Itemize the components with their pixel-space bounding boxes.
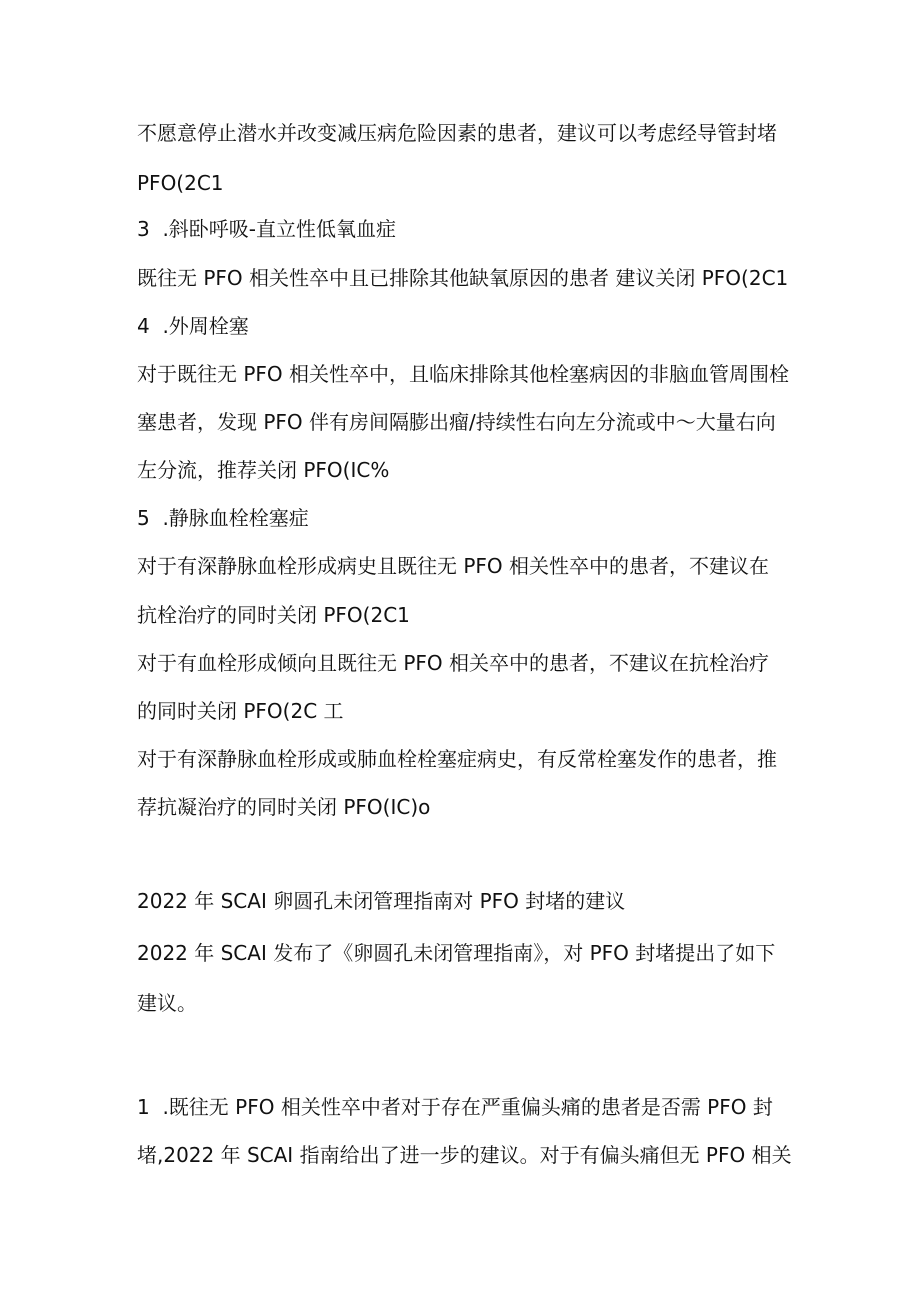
text-line: 对于有深静脉血栓形成或肺血栓栓塞症病史，有反常栓塞发作的患者，推 xyxy=(137,747,777,771)
text-line: 对于既往无 PFO 相关性卒中，且临床排除其他栓塞病因的非脑血管周围栓 xyxy=(137,362,790,386)
text-line: PFO(2C1 xyxy=(137,171,224,195)
text-line: 抗栓治疗的同时关闭 PFO(2C1 xyxy=(137,603,410,627)
text-line: 既往无 PFO 相关性卒中且已排除其他缺氧原因的患者 建议关闭 PFO(2C1 xyxy=(137,266,789,290)
section-heading: 5 .静脉血栓栓塞症 xyxy=(137,506,309,530)
text-line: 不愿意停止潜水并改变减压病危险因素的患者，建议可以考虑经导管封堵 xyxy=(137,121,777,145)
text-line: 左分流，推荐关闭 PFO(IC% xyxy=(137,458,390,482)
text-line: 塞患者，发现 PFO 伴有房间隔膨出瘤/持续性右向左分流或中〜大量右向 xyxy=(137,410,776,434)
section-title: 2022 年 SCAI 卵圆孔未闭管理指南对 PFO 封堵的建议 xyxy=(137,889,626,913)
section-heading: 4 .外周栓塞 xyxy=(137,314,249,338)
text-line: 的同时关闭 PFO(2C 工 xyxy=(137,699,344,723)
text-line: 对于有深静脉血栓形成病史且既往无 PFO 相关性卒中的患者，不建议在 xyxy=(137,554,770,578)
text-line: 荐抗凝治疗的同时关闭 PFO(IC)o xyxy=(137,795,431,819)
text-line: 堵,2022 年 SCAI 指南给出了进一步的建议。对于有偏头痛但无 PFO 相关 xyxy=(137,1143,792,1167)
text-line: 2022 年 SCAI 发布了《卵圆孔未闭管理指南》，对 PFO 封堵提出了如下 xyxy=(137,941,776,965)
section-heading: 3 .斜卧呼吸-直立性低氧血症 xyxy=(137,217,397,241)
text-line: 建议。 xyxy=(137,991,197,1015)
text-line: 1 .既往无 PFO 相关性卒中者对于存在严重偏头痛的患者是否需 PFO 封 xyxy=(137,1095,773,1119)
text-line: 对于有血栓形成倾向且既往无 PFO 相关卒中的患者，不建议在抗栓治疗 xyxy=(137,651,770,675)
